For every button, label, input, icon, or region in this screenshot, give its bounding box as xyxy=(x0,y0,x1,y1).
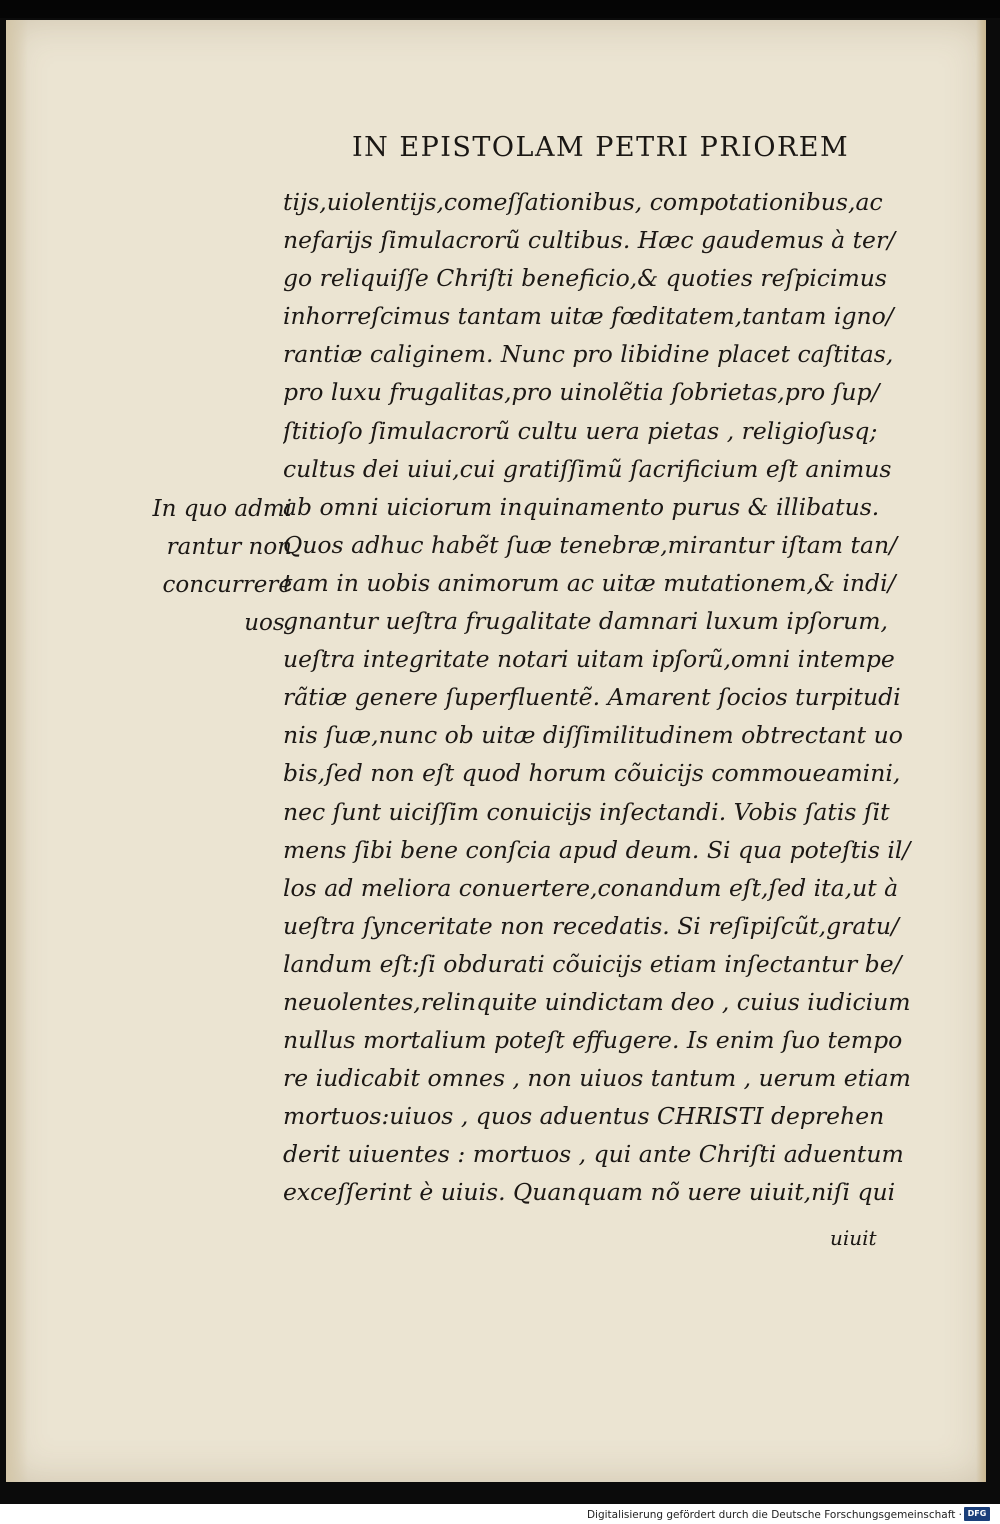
page-edge-shadow xyxy=(976,20,986,1482)
body-line: landum eſt:ſi obdurati cõuicijs etiam inſectantur be/ xyxy=(283,949,902,978)
body-line: nefarijs ſimulacrorũ cultibus. Hæc gaudemus à ter/ xyxy=(283,226,896,255)
body-line: bis,ſed non eſt quod horum cõuicijs commoueamini, xyxy=(283,759,901,788)
funding-credit: Digitalisierung gefördert durch die Deutsche Forschungsgemeinschaft · xyxy=(586,1509,962,1521)
marginal-note-line: rantur non xyxy=(166,534,292,561)
marginal-note-line: In quo admi xyxy=(152,496,292,522)
body-line: nec ſunt uiciſſim conuicijs inſectandi. Vobis ſatis ſit xyxy=(283,797,890,826)
body-line: pro luxu frugalitas,pro uinolẽtia ſobrietas,pro ſup/ xyxy=(283,378,880,407)
body-line: neuolentes,relinquite uindictam deo , cuius iudicium xyxy=(283,987,911,1016)
running-head: IN EPISTOLAM PETRI PRIOREM xyxy=(352,132,850,163)
body-line: nullus mortalium poteſt effugere. Is enim ſuo tempo xyxy=(283,1026,903,1055)
body-line: rantiæ caliginem. Nunc pro libidine placet caſtitas, xyxy=(283,340,894,369)
body-line: ab omni uiciorum inquinamento purus & illibatus. xyxy=(283,492,880,521)
body-line: tijs,uiolentijs,comeſſationibus, compotationibus,ac xyxy=(283,188,883,216)
marginal-note-line: uos. xyxy=(244,610,292,637)
body-line: inhorreſcimus tantam uitæ fœditatem,tantam igno/ xyxy=(283,302,894,331)
body-line: los ad meliora conuertere,conandum eſt,ſed ita,ut à xyxy=(283,873,899,902)
body-line: cultus dei uiui,cui gratiſſimũ ſacrificium eſt animus xyxy=(283,454,892,483)
scan-top-band xyxy=(0,0,1000,18)
body-line: mortuos:uiuos , quos aduentus CHRISTI deprehen xyxy=(283,1102,885,1131)
page-gutter-shadow xyxy=(6,20,28,1482)
body-line: exceſſerint è uiuis. Quanquam nõ uere uiuit,niſi qui xyxy=(283,1178,896,1207)
body-line: mens ſibi bene conſcia apud deum. Si qua poteſtis il/ xyxy=(283,835,911,864)
body-line: ſtitioſo ſimulacrorũ cultu uera pietas , religioſusq; xyxy=(283,416,878,445)
marginal-note xyxy=(140,490,292,642)
body-line: ueſtra integritate notari uitam ipſorũ,omni intempe xyxy=(283,645,895,674)
catchword: uiuit xyxy=(830,1226,877,1250)
body-line: Quos adhuc habẽt ſuæ tenebræ,mirantur iſtam tan/ xyxy=(283,530,898,559)
body-line: nis ſuæ,nunc ob uitæ diſſimilitudinem obtrectant uo xyxy=(283,721,903,750)
body-line: derit uiuentes : mortuos , qui ante Chriſti aduentum xyxy=(283,1140,904,1169)
body-line: re iudicabit omnes , non uiuos tantum , uerum etiam xyxy=(283,1064,911,1093)
body-line: go reliquiſſe Chriſti beneficio,& quoties reſpicimus xyxy=(283,264,887,293)
body-text xyxy=(283,183,913,1212)
body-line: rãtiæ genere ſuperfluentẽ. Amarent ſocios turpitudi xyxy=(283,683,901,712)
body-line: gnantur ueſtra frugalitate damnari luxum ipſorum, xyxy=(283,607,888,636)
marginal-note-line: concurrere xyxy=(162,572,292,599)
body-line: ueſtra ſynceritate non recedatis. Si reſipiſcũt,gratu/ xyxy=(283,911,899,940)
body-line: tam in uobis animorum ac uitæ mutationem,& indi/ xyxy=(283,568,896,597)
dfg-logo: DFG xyxy=(964,1507,990,1521)
